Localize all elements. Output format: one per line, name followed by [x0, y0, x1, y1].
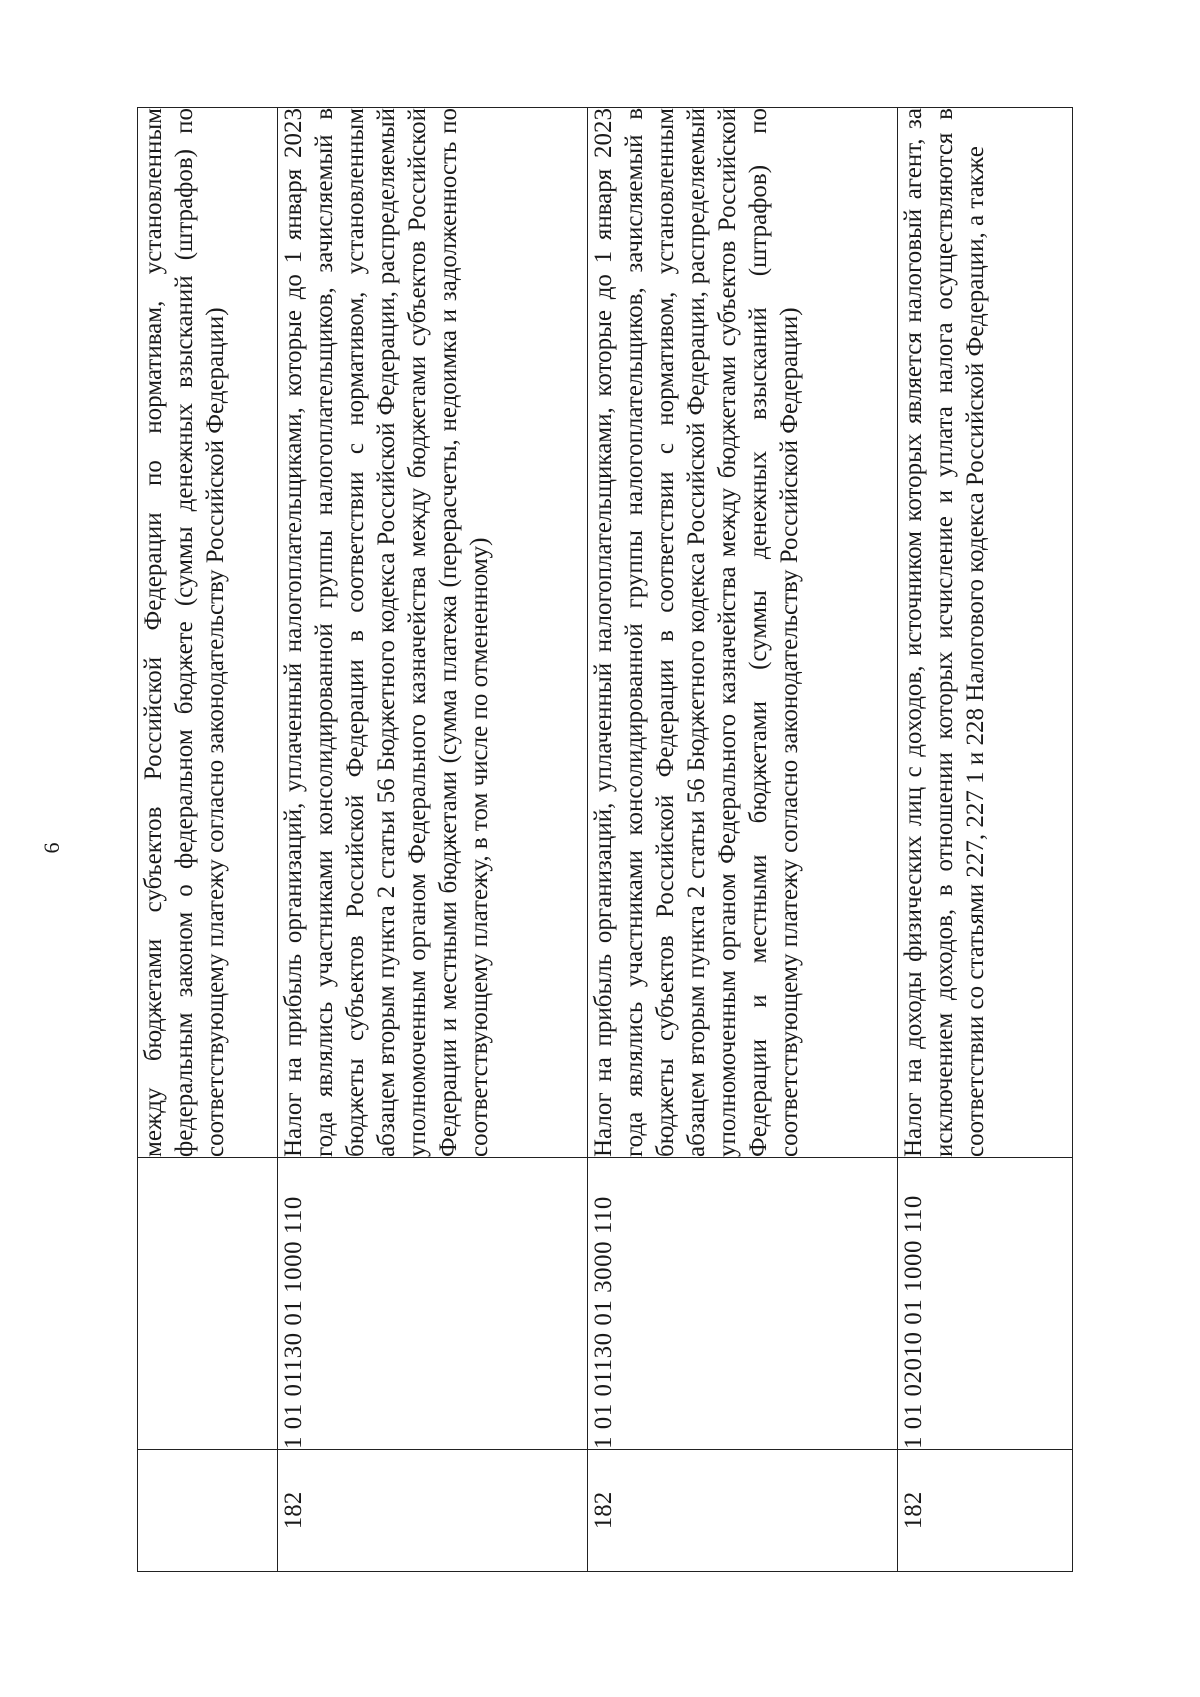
table-row — [588, 108, 898, 1572]
description-cell — [898, 108, 1073, 1158]
description-cell — [278, 108, 588, 1158]
admin-code-cell: 182 — [278, 1450, 588, 1572]
kbk-cell: 1 01 01130 01 1000 110 — [278, 1158, 588, 1450]
table-row — [138, 108, 278, 1572]
description-text: Налог на прибыль организаций, уплаченный налогоплательщиками, которые до 1 января 2023 года являлись участниками консолидированной группы налогоплательщиков, зачисляемый в бюджеты субъектов Российской Федерации в соответствии с нормативом, установленным абзацем вторым пункта 2 статьи 56 Бюджетного кодекса Российской Федерации, распределяемый уполномоченным органом Федерального казначейства между бюджетами субъектов Российской Федерации и местными бюджетами (суммы денежных взысканий (штрафов) по соответствующему платежу согласно законодательству Российской Федерации) — [590, 108, 803, 1157]
admin-code-cell — [138, 1450, 278, 1572]
description-text: Налог на прибыль организаций, уплаченный налогоплательщиками, которые до 1 января 2023 года являлись участниками консолидированной группы налогоплательщиков, зачисляемый в бюджеты субъектов Российской Федерации в соответствии с нормативом, установленным абзацем вторым пункта 2 статьи 56 Бюджетного кодекса Российской Федерации, распределяемый уполномоченным органом Федерального казначейства между бюджетами субъектов Российской Федерации и местными бюджетами (сумма платежа (перерасчеты, недоимка и задолженность по соответствующему платежу, в том числе по отмененному) — [280, 108, 493, 1157]
page-number: 6 — [39, 842, 64, 854]
description-cell — [138, 108, 278, 1158]
description-text: между бюджетами субъектов Российской Федерации по нормативам, установленным федеральным законом о федеральном бюджете (суммы денежных взысканий (штрафов) по соответствующему платежу согласно законодательству Российской Федерации) — [140, 108, 229, 1157]
description-text: Налог на доходы физических лиц с доходов, источником которых является налоговый агент, за исключением доходов, в отношении которых исчисление и уплата налога осуществляются в соответствии со статьями 227, 227 1 и 228 Налогового кодекса Российской Федерации, а также — [900, 108, 989, 1157]
kbk-cell — [138, 1158, 278, 1450]
admin-code-cell: 182 — [588, 1450, 898, 1572]
kbk-cell: 1 01 01130 01 3000 110 — [588, 1158, 898, 1450]
income-codes-table — [137, 107, 1073, 1572]
table-row — [898, 108, 1073, 1572]
table-row — [278, 108, 588, 1572]
admin-code-cell: 182 — [898, 1450, 1073, 1572]
rotated-page-content — [137, 108, 1072, 1572]
kbk-cell: 1 01 02010 01 1000 110 — [898, 1158, 1073, 1450]
description-cell — [588, 108, 898, 1158]
